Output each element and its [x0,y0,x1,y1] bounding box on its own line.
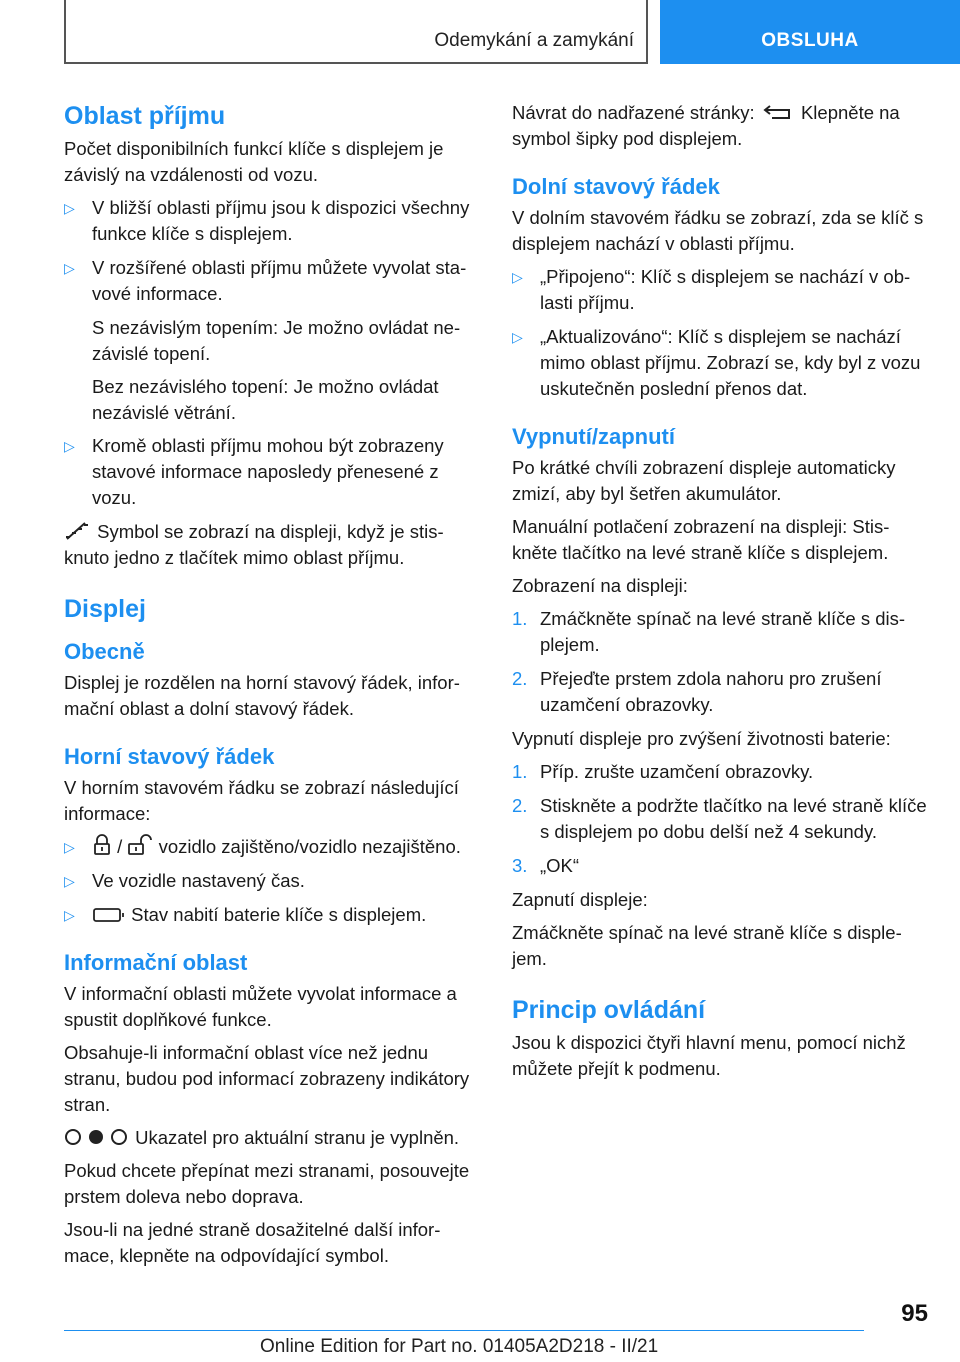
triangle-right-icon: ▷ [512,329,523,345]
numbered-item-text: Stiskněte a podržte tlačítko na levé straně klíče s displejem po dobu delší než 4 sekundy. [540,795,927,842]
footer-divider [64,1330,864,1331]
lock-open-icon [127,834,153,856]
list-item [512,264,928,316]
triangle-right-icon: ▷ [64,438,75,454]
numbered-item-text: Zmáčkněte spínač na levé straně klíče s displejem. [540,608,906,655]
paragraph: V dolním stavovém řádku se zobrazí, zda se klíč s displejem nachází v oblasti příjmu. [512,207,924,254]
paragraph-text: Ukazatel pro aktuální stranu je vyplněn. [135,1127,460,1148]
numbered-item [512,793,928,845]
header-section-title: Odemykání a zamykání [434,30,634,51]
header-chapter-title: OBSLUHA [761,30,859,51]
header-section-box [64,0,648,64]
no-signal-icon [64,521,92,541]
list-item [64,433,480,511]
paragraph-text: Symbol se zobrazí na displeji, když je stisknuto jedno z tlačítek mimo oblast příjmu. [64,521,444,568]
heading-vypnuti-zapnuti: Vypnutí/zapnutí [512,424,675,449]
paragraph: V horním stavovém řádku se zobrazí následující informace: [64,777,459,824]
item-number: 2. [512,668,528,689]
numbered-item [512,666,928,718]
slash-text: / [117,836,123,857]
list-item-text: vozidlo zajištěno/vozidlo nezajištěno. [158,836,461,857]
numbered-item [512,853,928,879]
right-column [512,100,928,1089]
heading-horni-stavovy-radek: Horní stavový řádek [64,744,275,769]
sub-paragraph: Bez nezávislého topení: Je možno ovládat nezávislé větrání. [92,376,439,423]
triangle-right-icon: ▷ [512,269,523,285]
list-item-text: Stav nabití baterie klíče s displejem. [131,904,427,925]
numbered-item-text: „OK“ [540,855,580,876]
paragraph: Jsou k dispozici čtyři hlavní menu, pomocí nichž můžete přejít k podmenu. [512,1032,906,1079]
header-chapter-tab [660,0,960,64]
paragraph: V informační oblasti můžete vyvolat informace a spustit doplňkové funkce. [64,983,457,1030]
heading-princip-ovladani: Princip ovládání [512,996,706,1024]
list-item-text: V bližší oblasti příjmu jsou k dispozici všechny funkce klíče s displejem. [92,197,470,244]
paragraph: Manuální potlačení zobrazení na displeji: Stiskněte tlačítko na levé straně klíče s displejem. [512,516,890,563]
triangle-right-icon: ▷ [64,200,75,216]
numbered-item-text: Přejeďte prstem zdola nahoru pro zrušení uzamčení obrazovky. [540,668,882,715]
list-item [64,868,480,894]
battery-icon [92,906,126,924]
item-number: 3. [512,855,528,876]
numbered-item [512,759,928,785]
sub-paragraph: S nezávislým topením: Je možno ovládat nezávislé topení. [92,317,461,364]
back-arrow-icon [760,102,796,122]
page-indicator-icon [64,1127,130,1147]
paragraph: Obsahuje-li informační oblast více než jednu stranu, budou pod informací zobrazeny indikátory stran. [64,1042,470,1115]
page-number: 95 [901,1300,928,1327]
paragraph: Po krátké chvíli zobrazení displeje automaticky zmizí, aby byl šetřen akumulátor. [512,457,896,504]
paragraph: Zapnutí displeje: [512,889,648,910]
item-number: 1. [512,761,528,782]
paragraph: Počet disponibilních funkcí klíče s displejem je závislý na vzdálenosti od vozu. [64,138,444,185]
list-item [64,902,480,928]
heading-obecne: Obecně [64,639,145,664]
paragraph: Zobrazení na displeji: [512,575,688,596]
heading-oblast-prijmu: Oblast příjmu [64,102,226,130]
heading-informacni-oblast: Informační oblast [64,950,248,975]
left-column [64,100,480,1276]
edition-footer: Online Edition for Part no. 01405A2D218 - II/21 [260,1336,659,1357]
triangle-right-icon: ▷ [64,907,75,923]
triangle-right-icon: ▷ [64,839,75,855]
list-item-text: Kromě oblasti příjmu mohou být zobrazeny stavové informace naposledy přenesené z vozu. [92,435,444,508]
heading-dolni-stavovy-radek: Dolní stavový řádek [512,174,720,199]
triangle-right-icon: ▷ [64,260,75,276]
paragraph: Vypnutí displeje pro zvýšení životnosti baterie: [512,728,891,749]
lock-closed-icon [92,834,112,856]
numbered-item [512,606,928,658]
paragraph: Zmáčkněte spínač na levé straně klíče s displejem. [512,922,902,969]
list-item [512,324,928,402]
paragraph: Jsou-li na jedné straně dosažitelné další informace, klepněte na odpovídající symbol. [64,1219,441,1266]
item-number: 1. [512,608,528,629]
paragraph: Pokud chcete přepínat mezi stranami, posouvejte prstem doleva nebo doprava. [64,1160,470,1207]
list-item-text: „Připojeno“: Klíč s displejem se nachází v oblasti příjmu. [540,266,911,313]
list-item-text: „Aktualizováno“: Klíč s displejem se nachází mimo oblast příjmu. Zobrazí se, kdy byl z vozu uskutečněn poslední přenos dat. [540,326,921,399]
paragraph-text: Klepněte na symbol šipky pod displejem. [512,102,900,149]
list-item [64,195,480,247]
list-item [64,834,480,860]
heading-displej: Displej [64,595,146,623]
triangle-right-icon: ▷ [64,873,75,889]
paragraph-symbol [64,519,480,571]
paragraph-navrat [512,100,928,152]
paragraph-page-indicator [64,1125,480,1151]
paragraph-text: Návrat do nadřazené stránky: [512,102,755,123]
paragraph: Displej je rozdělen na horní stavový řádek, informační oblast a dolní stavový řádek. [64,672,460,719]
item-number: 2. [512,795,528,816]
list-item-text: Ve vozidle nastavený čas. [92,870,305,891]
list-item [64,255,480,307]
numbered-item-text: Příp. zrušte uzamčení obrazovky. [540,761,814,782]
list-item-text: V rozšířené oblasti příjmu můžete vyvolat stavové informace. [92,257,467,304]
